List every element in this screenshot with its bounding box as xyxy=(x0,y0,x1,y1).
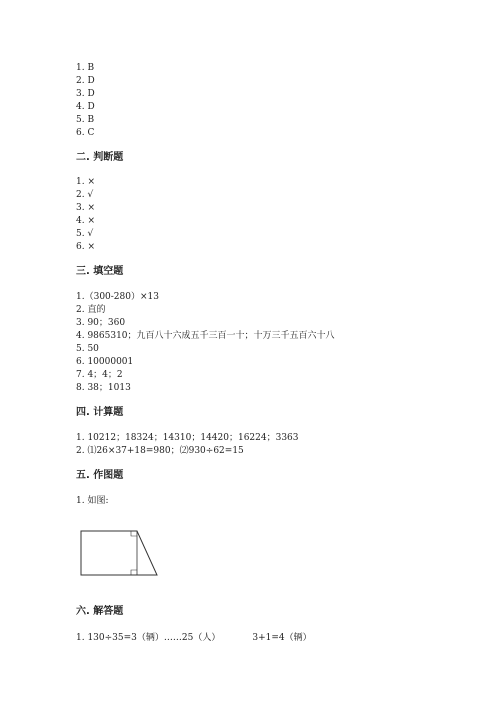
trapezoid-figure xyxy=(80,530,160,578)
judgement-answer-4: 4. × xyxy=(76,216,95,226)
judgement-answer-1: 1. × xyxy=(76,177,95,187)
calc-answer-2: 2. ⑴26×37+18=980；⑵930÷62=15 xyxy=(76,446,244,456)
section-heading-calculation: 四. 计算题 xyxy=(76,407,124,418)
fill-answer-5: 5. 50 xyxy=(76,344,99,354)
section-heading-solution: 六. 解答题 xyxy=(76,606,124,617)
fill-answer-3: 3. 90；360 xyxy=(76,318,126,328)
choice-answer-1: 1. B xyxy=(76,63,95,73)
right-angle-mark-bottom xyxy=(131,570,137,575)
choice-answer-2: 2. D xyxy=(76,76,95,86)
solution-answer-1-part2: 3+1=4（辆） xyxy=(252,633,312,643)
judgement-answer-5: 5. √ xyxy=(76,229,94,239)
choice-answer-6: 6. C xyxy=(76,128,95,138)
solution-answer-1-part1: 1. 130÷35=3（辆）……25（人） xyxy=(76,633,221,643)
section-heading-drawing: 五. 作图题 xyxy=(76,470,124,481)
solution-answer-1 xyxy=(76,632,312,644)
section-heading-judgement: 二. 判断题 xyxy=(76,152,124,163)
calc-answer-1: 1. 10212；18324；14310；14420；16224；3363 xyxy=(76,433,299,443)
fill-answer-7: 7. 4；4；2 xyxy=(76,370,123,380)
right-angle-mark-top xyxy=(131,531,137,536)
judgement-answer-3: 3. × xyxy=(76,203,95,213)
fill-answer-8: 8. 38；1013 xyxy=(76,383,131,393)
choice-answer-4: 4. D xyxy=(76,102,95,112)
fill-answer-4: 4. 9865310；九百八十六成五千三百一十；十万三千五百六十八 xyxy=(76,331,335,341)
fill-answer-2: 2. 直的 xyxy=(76,305,106,315)
fill-answer-1: 1.（300-280）×13 xyxy=(76,292,159,302)
trapezoid-outline xyxy=(81,531,157,575)
judgement-answer-2: 2. √ xyxy=(76,190,94,200)
fill-answer-6: 6. 10000001 xyxy=(76,357,134,367)
section-heading-fill-blank: 三. 填空题 xyxy=(76,266,124,277)
choice-answer-5: 5. B xyxy=(76,115,95,125)
judgement-answer-6: 6. × xyxy=(76,242,95,252)
choice-answer-3: 3. D xyxy=(76,89,95,99)
drawing-answer-1: 1. 如图: xyxy=(76,496,109,506)
